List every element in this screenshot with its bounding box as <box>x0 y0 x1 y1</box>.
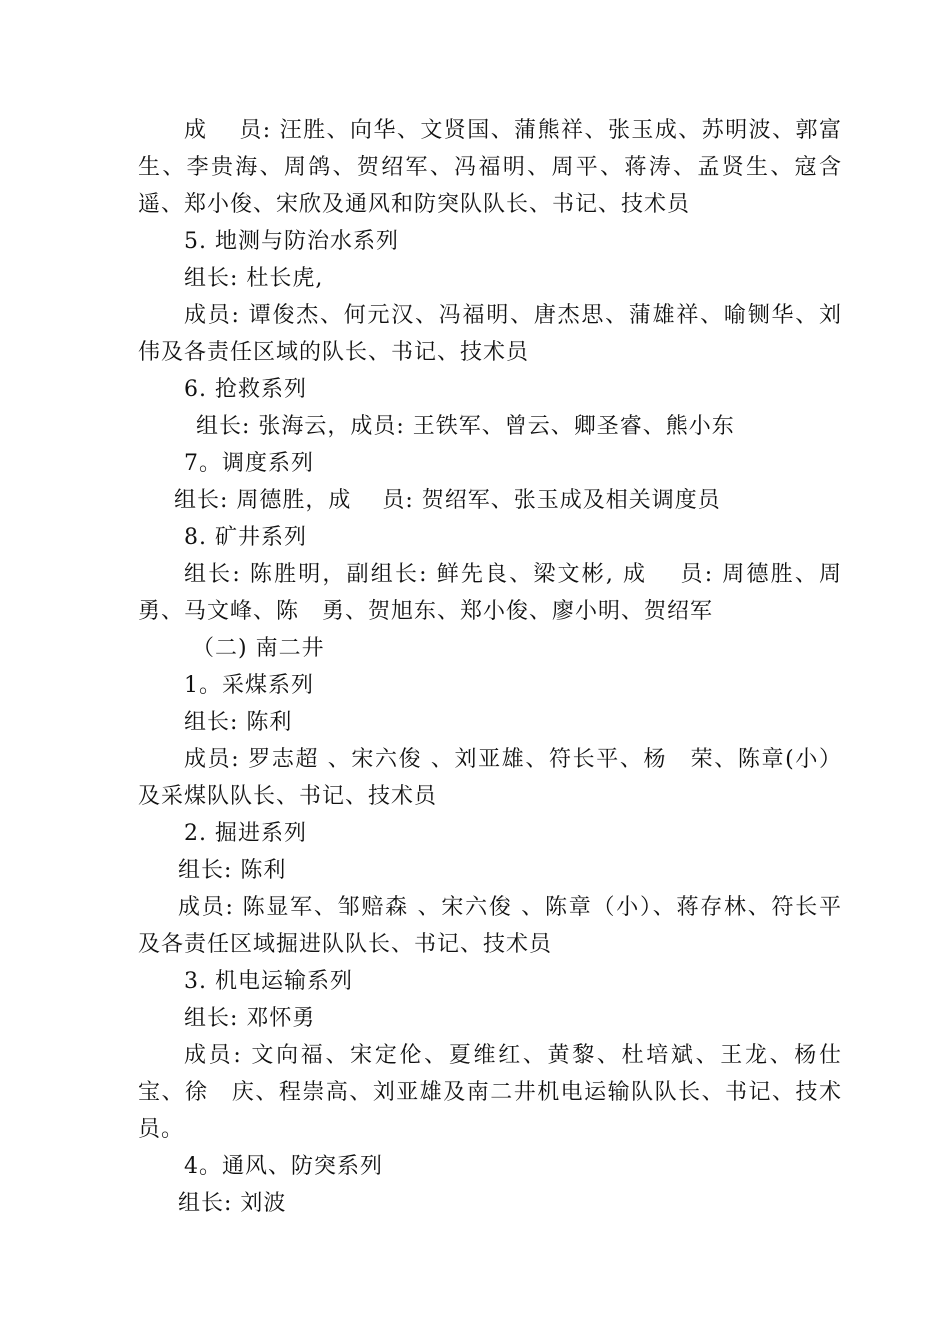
paragraph-leader-coal-mining: 组长: 陈利 <box>184 710 293 735</box>
heading-electromechanical: 3. 机电运输系列 <box>184 969 353 994</box>
paragraph-leader-tunneling: 组长: 陈利 <box>178 858 287 883</box>
heading-ventilation-outburst: 4。通风、防突系列 <box>184 1154 383 1179</box>
heading-geology-water: 5. 地测与防治水系列 <box>184 229 399 254</box>
paragraph-mine-group: 组长: 陈胜明，副组长: 鲜先良、梁文彬, 成 员: 周德胜、周勇、马文峰、陈 勇、贺旭东、郑小俊、廖小明、贺绍军 <box>138 562 842 624</box>
heading-dispatch: 7。调度系列 <box>184 451 314 476</box>
paragraph-dispatch-group: 组长: 周德胜，成 员: 贺绍军、张玉成及相关调度员 <box>174 488 721 513</box>
paragraph-leader-electromechanical: 组长: 邓怀勇 <box>184 1006 316 1031</box>
paragraph-leader-ventilation-outburst: 组长: 刘波 <box>178 1191 287 1216</box>
heading-tunneling: 2. 掘进系列 <box>184 821 307 846</box>
paragraph-members-coal-mining: 成员: 罗志超 、宋六俊 、刘亚雄、符长平、杨 荣、陈章(小）及采煤队队长、书记、技术员 <box>138 747 842 809</box>
paragraph-rescue-group: 组长: 张海云，成员: 王铁军、曾云、卿圣睿、熊小东 <box>196 414 735 439</box>
document-body <box>138 112 842 1222</box>
heading-rescue: 6. 抢救系列 <box>184 377 307 402</box>
paragraph-members-tunneling: 成员: 陈显军、邹赔森 、宋六俊 、陈章（小）、蒋存林、符长平及各责任区域掘进队队长、书记、技术员 <box>138 895 842 957</box>
paragraph-members-geology: 成员: 谭俊杰、何元汉、冯福明、唐杰思、蒲雄祥、喻铡华、刘伟及各责任区域的队长、书记、技术员 <box>138 303 842 365</box>
heading-south-two-shaft: （二) 南二井 <box>192 636 325 661</box>
paragraph-members-electromechanical: 成员: 文向福、宋定伦、夏维红、黄黎、杜培斌、王龙、杨仕宝、徐 庆、程崇高、刘亚雄及南二井机电运输队队长、书记、技术员。 <box>138 1043 842 1142</box>
paragraph-members-ventilation: 成 员: 汪胜、向华、文贤国、蒲熊祥、张玉成、苏明波、郭富生、李贵海、周鸽、贺绍军、冯福明、周平、蒋涛、孟贤生、寇含遥、郑小俊、宋欣及通风和防突队队长、书记、技术员 <box>138 118 842 217</box>
paragraph-leader-geology: 组长: 杜长虎, <box>184 266 324 291</box>
heading-coal-mining: 1。采煤系列 <box>184 673 314 698</box>
heading-mine: 8. 矿井系列 <box>184 525 307 550</box>
